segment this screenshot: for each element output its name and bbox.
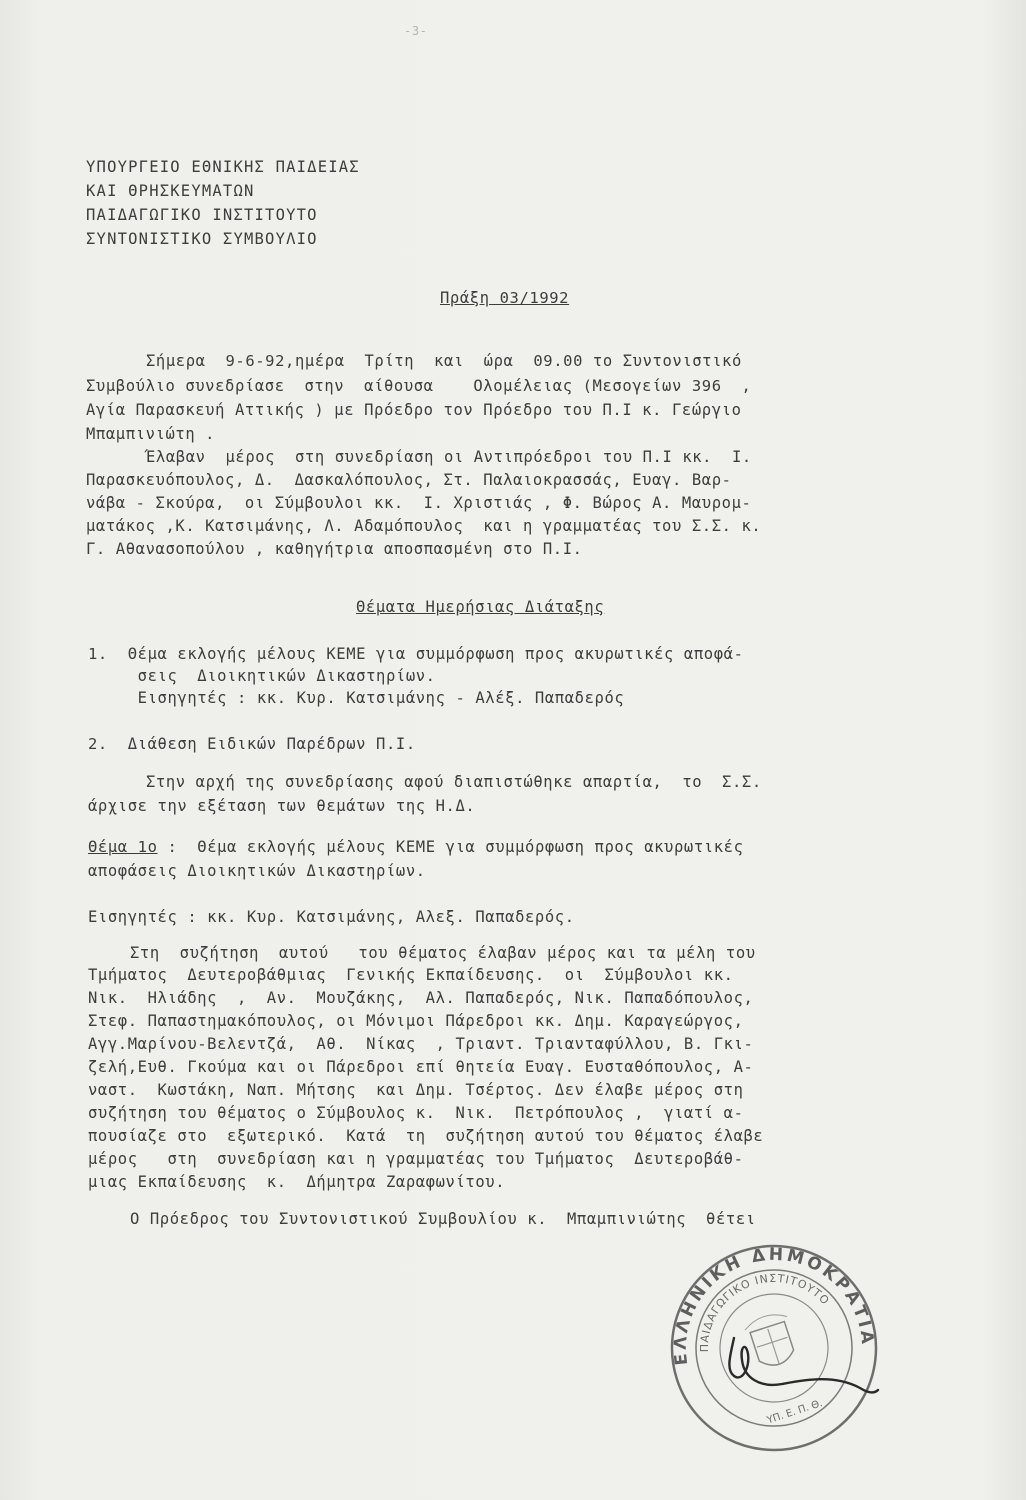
closing-line: Ο Πρόεδρος του Συντονιστικού Συμβουλίου κ. Μπαμπινιώτης θέτει xyxy=(130,1210,756,1228)
text-line: Έλαβαν μέρος στη συνεδρίαση οι Αντιπρόεδροι του Π.Ι κκ. Ι. xyxy=(146,448,752,466)
text-line: Αγία Παρασκευή Αττικής ) με Πρόεδρο τον Πρόεδρο του Π.Ι κ. Γεώργιο xyxy=(86,401,742,419)
header-line: ΥΠΟΥΡΓΕΙΟ ΕΘΝΙΚΗΣ ΠΑΙΔΕΙΑΣ xyxy=(86,158,360,176)
text-line: Γ. Αθανασοπούλου , καθηγήτρια αποσπασμένη στο Π.Ι. xyxy=(86,540,583,558)
stamp-inner-text: ΠΑΙΔΑΓΩΓΙΚΟ ΙΝΣΤΙΤΟΥΤΟ xyxy=(697,1271,833,1353)
act-title: Πράξη 03/1992 xyxy=(440,289,570,307)
topic-1-line xyxy=(88,836,744,858)
header-line: ΣΥΝΤΟΝΙΣΤΙΚΟ ΣΥΜΒΟΥΛΙΟ xyxy=(86,230,318,248)
text-line: Στη συζήτηση αυτού του θέματος έλαβαν μέρος και τα μέλη του xyxy=(130,944,756,962)
agenda-item: Εισηγητές : κκ. Κυρ. Κατσιμάνης - Αλέξ. Παπαδερός xyxy=(88,689,625,707)
page-number: -3- xyxy=(404,24,428,38)
text-line: συζήτηση του θέματος ο Σύμβουλος κ. Νικ. Πετρόπουλος , γιατί α- xyxy=(88,1104,744,1122)
stamp-outer-text: ΕΛΛΗΝΙΚΗ ΔΗΜΟΚΡΑΤΙΑ xyxy=(670,1244,878,1367)
text-line: ζελή,Ευθ. Γκούμα και οι Πάρεδροι επί θητεία Ευαγ. Ευσταθόπουλος, Α- xyxy=(88,1058,754,1076)
text-line: ναστ. Κωστάκη, Ναπ. Μήτσης και Δημ. Τσέρτος. Δεν έλαβε μέρος στη xyxy=(88,1081,744,1099)
text-line: πουσίαζε στο εξωτερικό. Κατά τη συζήτηση αυτού του θέματος έλαβε xyxy=(88,1127,764,1145)
text-line: Παρασκευόπουλος, Δ. Δασκαλόπουλος, Στ. Παλαιοκρασσάς, Ευαγ. Βαρ- xyxy=(86,471,732,489)
coat-of-arms-icon xyxy=(743,1310,801,1372)
text-line: Αγγ.Μαρίνου-Βελεντζά, Αθ. Νίκας , Τριαντ. Τριανταφύλλου, Β. Γκι- xyxy=(88,1035,754,1053)
text-line: Μπαμπινιώτη . xyxy=(86,425,216,443)
official-stamp xyxy=(664,1238,884,1458)
text-line: Στην αρχή της συνεδρίασης αφού διαπιστώθηκε απαρτία, το Σ.Σ. xyxy=(146,773,762,791)
text-line: άρχισε την εξέταση των θεμάτων της Η.Δ. xyxy=(88,797,476,815)
text-line: ματάκος ,Κ. Κατσιμάνης, Λ. Αδαμόπουλος και η γραμματέας του Σ.Σ. κ. xyxy=(86,517,762,535)
agenda-item: 1. Θέμα εκλογής μέλους ΚΕΜΕ για συμμόρφωση προς ακυρωτικές αποφά- xyxy=(88,645,744,663)
agenda-item: σεις Διοικητικών Δικαστηρίων. xyxy=(88,667,436,685)
text-line: Στεφ. Παπαστημακόπουλος, οι Μόνιμοι Πάρεδροι κκ. Δημ. Καραγεώργος, xyxy=(88,1012,744,1030)
text-line: Νικ. Ηλιάδης , Αν. Μουζάκης, Αλ. Παπαδερός, Νικ. Παπαδόπουλος, xyxy=(88,989,754,1007)
text-line: αποφάσεις Διοικητικών Δικαστηρίων. xyxy=(88,862,426,880)
text-line: Σήμερα 9-6-92,ημέρα Τρίτη και ώρα 09.00 το Συντονιστικό xyxy=(146,352,742,370)
text-line: Τμήματος Δευτεροβάθμιας Γενικής Εκπαίδευσης. οι Σύμβουλοι κκ. xyxy=(88,966,734,984)
topic-1-rapporteurs: Εισηγητές : κκ. Κυρ. Κατσιμάνης, Αλεξ. Παπαδερός. xyxy=(88,908,575,926)
text-line: νάβα - Σκούρα, οι Σύμβουλοι κκ. Ι. Χριστιάς , Φ. Βώρος Α. Μαυρομ- xyxy=(86,494,752,512)
stamp-lower-text: ΥΠ. Ε. Π. Θ. xyxy=(765,1398,824,1427)
signature-mark xyxy=(729,1338,878,1392)
header-line: ΠΑΙΔΑΓΩΓΙΚΟ ΙΝΣΤΙΤΟΥΤΟ xyxy=(86,206,318,224)
text-line: μιας Εκπαίδευσης κ. Δήμητρα Ζαραφωνίτου. xyxy=(88,1173,506,1191)
agenda-title: Θέματα Ημερήσιας Διάταξης xyxy=(356,598,605,616)
stamp-seal xyxy=(664,1238,884,1458)
topic-1-label: Θέμα 1ο xyxy=(88,838,158,856)
header-line: ΚΑΙ ΘΡΗΣΚΕΥΜΑΤΩΝ xyxy=(86,182,255,200)
text-line: Συμβούλιο συνεδρίασε στην αίθουσα Ολομέλειας (Μεσογείων 396 , xyxy=(86,377,752,395)
text-line: μέρος στη συνεδρίαση και η γραμματέας του Τμήματος Δευτεροβάθ- xyxy=(88,1150,744,1168)
topic-1-text: : Θέμα εκλογής μέλους ΚΕΜΕ για συμμόρφωση προς ακυρωτικές xyxy=(157,838,744,856)
agenda-item: 2. Διάθεση Ειδικών Παρέδρων Π.Ι. xyxy=(88,735,416,753)
